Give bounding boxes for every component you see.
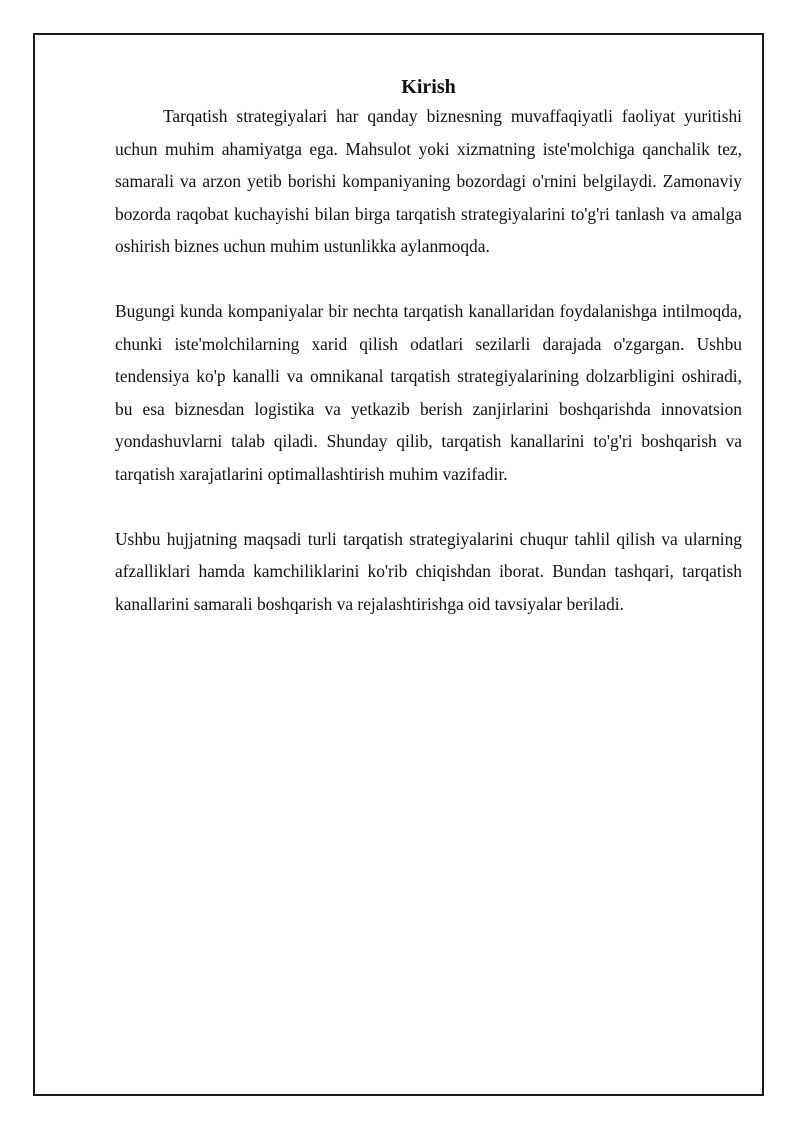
paragraph-spacer [115,263,742,296]
page-title: Kirish [401,76,456,98]
paragraph-3: Ushbu hujjatning maqsadi turli tarqatish strategiyalarini chuqur tahlil qilish va ularning afzalliklari hamda kamchiliklarini ko'rib chiqishdan iborat. Bundan tashqari, tarqatish kanallarini samarali boshqarish va rejalashtirishga oid tavsiyalar beriladi. [115,528,742,614]
paragraph-2: Bugungi kunda kompaniyalar bir nechta tarqatish kanallaridan foydalanishga intilmoqda, chunki iste'molchilarning xarid qilish odatlari sezilarli darajada o'zgargan. Ushbu tendensiya ko'p kanalli va omnikanal tarqatish strategiyalarining dolzarbligini oshiradi, bu esa biznesdan logistika va yetkazib berish zanjirlarini boshqarishda innovatsion yondashuvlarni talab qiladi. Shunday qilib, tarqatish kanallarini to'g'ri boshqarish va tarqatish xarajatlarini optimallashtirish muhim vazifadir. [115,301,742,484]
paragraph-1: Tarqatish strategiyalari har qanday biznesning muvaffaqiyatli faoliyat yuritishi uchun muhim ahamiyatga ega. Mahsulot yoki xizmatning iste'molchiga qanchalik tez, samarali va arzon yetib borishi kompaniyaning bozordagi o'rnini belgilaydi. Zamonaviy bozorda raqobat kuchayishi bilan birga tarqatish strategiyalarini to'g'ri tanlash va amalga oshirish biznes uchun muhim ustunlikka aylanmoqda. [115,106,742,256]
paragraph-spacer [115,490,742,523]
document-body [115,74,742,620]
